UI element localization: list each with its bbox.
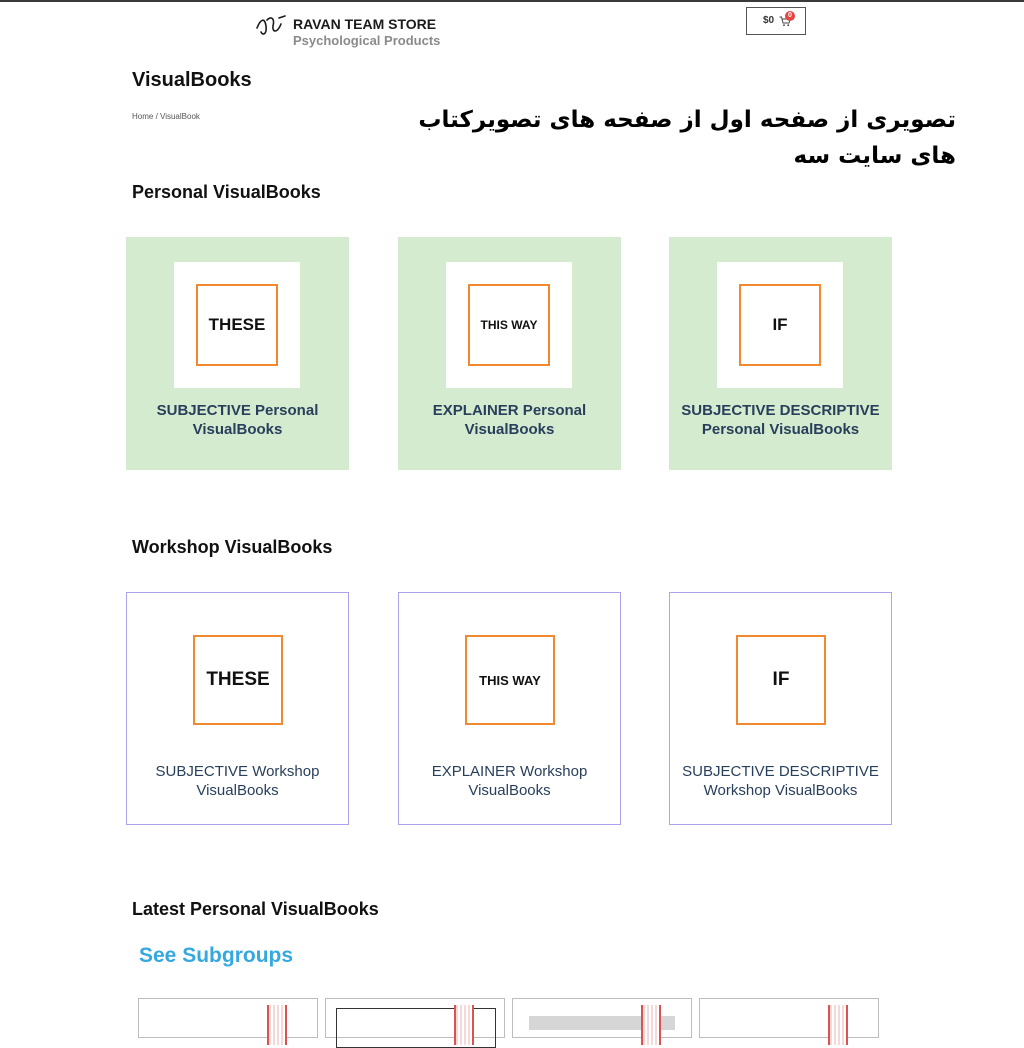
card-label: SUBJECTIVE Personal VisualBooks bbox=[156, 402, 319, 438]
thumbnail-word: IF bbox=[739, 284, 821, 366]
category-card-explainer-personal[interactable] bbox=[398, 237, 621, 470]
category-card-subjective-descriptive-workshop[interactable] bbox=[669, 592, 892, 825]
see-subgroups-link[interactable]: See Subgroups bbox=[139, 944, 294, 967]
category-card-subjective-descriptive-personal[interactable] bbox=[669, 237, 892, 470]
category-card-subjective-personal[interactable] bbox=[126, 237, 349, 470]
bookmark-icon bbox=[454, 1005, 474, 1045]
thumbnail-word: THESE bbox=[196, 284, 278, 366]
category-card-subjective-workshop[interactable] bbox=[126, 592, 349, 825]
product-card[interactable] bbox=[512, 998, 692, 1038]
thumbnail-word: IF bbox=[736, 635, 826, 725]
product-card[interactable] bbox=[138, 998, 318, 1038]
card-label: SUBJECTIVE DESCRIPTIVE Workshop VisualBooks bbox=[682, 763, 879, 799]
bookmark-icon bbox=[828, 1005, 848, 1045]
store-tagline: Psychological Products bbox=[293, 33, 441, 48]
thumbnail-word: THESE bbox=[193, 635, 283, 725]
card-thumbnail bbox=[174, 262, 300, 388]
card-label: EXPLAINER Personal VisualBooks bbox=[432, 402, 587, 438]
store-logo[interactable] bbox=[255, 12, 455, 52]
cart-button[interactable] bbox=[746, 7, 806, 35]
card-label: SUBJECTIVE DESCRIPTIVE Personal VisualBooks bbox=[681, 402, 880, 438]
logo-icon bbox=[255, 14, 289, 38]
card-label: SUBJECTIVE Workshop VisualBooks bbox=[155, 763, 320, 799]
top-border bbox=[0, 0, 1024, 2]
bookmark-icon bbox=[641, 1005, 661, 1045]
breadcrumb[interactable]: Home / VisualBook bbox=[132, 112, 200, 121]
thumbnail-word: THIS WAY bbox=[465, 635, 555, 725]
card-thumbnail bbox=[717, 262, 843, 388]
cart-count-badge: 0 bbox=[785, 11, 795, 21]
section-title-latest: Latest Personal VisualBooks bbox=[132, 899, 379, 919]
category-card-explainer-workshop[interactable] bbox=[398, 592, 621, 825]
card-label: EXPLAINER Workshop VisualBooks bbox=[431, 763, 588, 799]
page-title: VisualBooks bbox=[132, 69, 252, 91]
thumbnail-word: THIS WAY bbox=[468, 284, 550, 366]
product-card[interactable] bbox=[325, 998, 505, 1038]
annotation-text: تصویری از صفحه اول از صفحه های تصویرکتاب های سایت سه bbox=[418, 107, 956, 169]
cart-total: $0 bbox=[763, 15, 775, 26]
bookmark-icon bbox=[267, 1005, 287, 1045]
product-card[interactable] bbox=[699, 998, 879, 1038]
store-name: RAVAN TEAM STORE bbox=[293, 16, 437, 32]
section-title-personal: Personal VisualBooks bbox=[132, 182, 321, 202]
card-thumbnail bbox=[446, 262, 572, 388]
section-title-workshop: Workshop VisualBooks bbox=[132, 537, 333, 557]
